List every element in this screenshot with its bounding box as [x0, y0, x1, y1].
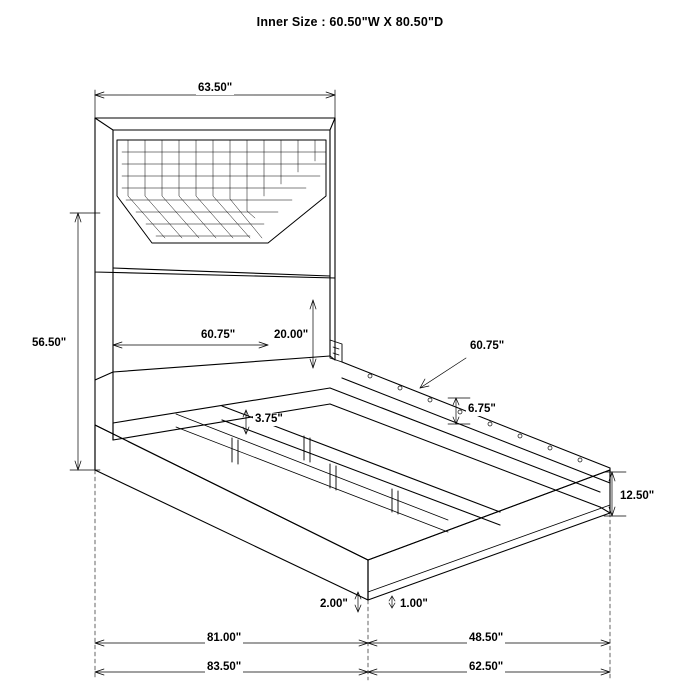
footboard-side-face — [95, 425, 368, 600]
near-rail-top — [113, 388, 330, 423]
diamond-pattern — [117, 140, 326, 243]
dim-side-rail-height: 6.75" — [468, 403, 496, 415]
dim-headboard-panel-height: 20.00" — [274, 329, 309, 341]
center-support-beam-lower — [222, 420, 500, 525]
footboard-base-strip — [368, 505, 610, 592]
dim-headboard-width: 63.50" — [198, 82, 233, 94]
footboard-top-near — [95, 425, 368, 560]
headboard-inset-panel — [117, 140, 326, 243]
support-leg-4 — [330, 464, 336, 490]
dim-headboard-panel-width: 60.75" — [201, 329, 236, 341]
support-leg-2 — [304, 436, 310, 462]
dim-slat-height: 3.75" — [255, 413, 283, 425]
headboard-lower-edge — [113, 356, 330, 372]
dim-overall-depth: 62.50" — [469, 661, 504, 673]
support-leg-3 — [392, 489, 398, 514]
slat-1 — [176, 414, 448, 520]
platform-right-edge-lower — [330, 404, 600, 507]
dim-frame-length: 81.00" — [207, 632, 242, 644]
dim-overall-length: 83.50" — [207, 661, 242, 673]
dim-footboard-depth: 48.50" — [469, 632, 504, 644]
page-title: Inner Size : 60.50"W X 80.50"D — [256, 15, 444, 29]
slat-1-lower — [176, 427, 448, 532]
dim-rail-inner-width: 60.75" — [470, 340, 505, 352]
footboard-front-face — [368, 470, 610, 600]
dim-overall-height: 56.50" — [32, 337, 67, 349]
dim-foot-thickness: 1.00" — [400, 598, 428, 610]
dimension-lines — [70, 90, 626, 675]
headboard-left-post — [95, 268, 113, 380]
dim-leg-clearance: 2.00" — [320, 598, 348, 610]
headboard-bracket — [330, 340, 342, 362]
extension-lines — [95, 122, 610, 680]
headboard-top-edge — [95, 118, 335, 130]
dim-footboard-height: 12.50" — [620, 490, 655, 502]
rail-hardware-dots — [368, 374, 582, 462]
